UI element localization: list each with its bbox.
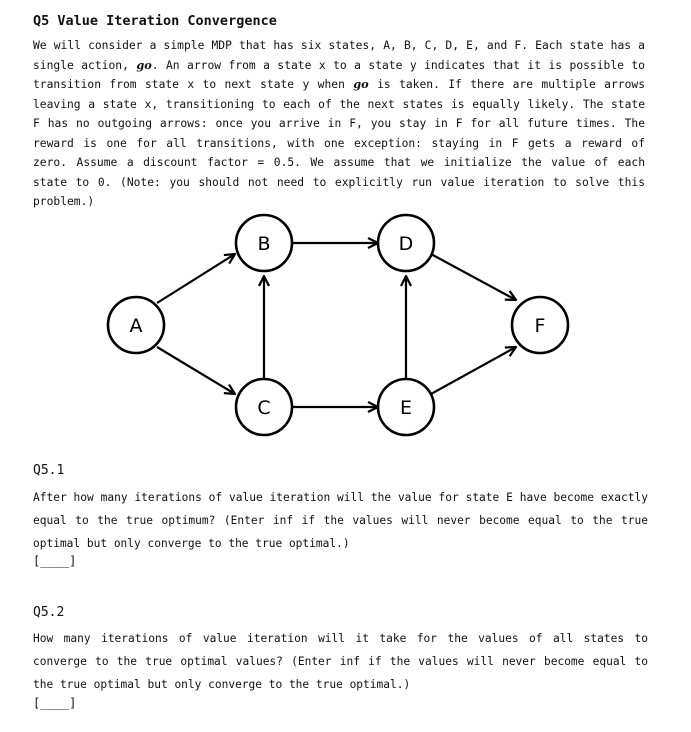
node-b (236, 215, 292, 271)
intro-part-1: We will consider a simple MDP that has six states, A, B, C, D, E, and F. Each state has a single action, (33, 39, 645, 72)
graph-nodes (108, 215, 568, 435)
node-d (378, 215, 434, 271)
question-title: Q5 Value Iteration Convergence (33, 13, 277, 29)
node-label: A (129, 315, 143, 337)
edge-d-f (431, 254, 516, 300)
node-c (236, 379, 292, 435)
q2-text: How many iterations of value iteration will it take for the values of all states to converge to the true optimal values? (Enter inf if the values will never become equal to the true optimal but only converge to the true optimal.) (33, 632, 648, 691)
node-f (512, 297, 568, 353)
graph-edges (157, 243, 516, 407)
edge-a-b (157, 254, 235, 303)
action-name-go: go (136, 57, 152, 72)
intro-part-2: . An arrow from a state x to a state y indicates that it is possible to transition from state x to next state y when (33, 58, 645, 91)
action-name-go: go (353, 77, 369, 91)
edge-e-f (431, 347, 516, 394)
q1-text: After how many iterations of value iteration will the value for state E have become exactly equal to the true optimum? (Enter inf if the values will never become equal to the true optimal but only converge to the true optimal.) (33, 491, 648, 550)
node-a (108, 297, 164, 353)
problem-description (33, 36, 645, 212)
q1-label: Q5.1 (33, 463, 65, 478)
node-label: E (399, 397, 413, 419)
q1-answer-field[interactable]: [____] (33, 554, 77, 568)
node-label: C (257, 397, 271, 419)
q2-answer-field[interactable]: [____] (33, 696, 77, 710)
intro-part-3: is taken. If there are multiple arrows leaving a state x, transitioning to each of the next states is equally likely. The state F has no outgoing arrows: once you arrive in F, you stay in F for all future times. The reward is one for all transitions, with one exception: staying in F gets a reward of zero. Assume a discount factor = 0.5. We assume that we initialize the value of each state to 0. (Note: you should not need to explicitly run value iteration to solve this problem.) (33, 78, 645, 208)
node-label: B (257, 233, 271, 255)
node-e (378, 379, 434, 435)
edge-a-c (157, 347, 235, 394)
node-label: D (398, 233, 414, 255)
node-label: F (534, 315, 546, 337)
q2-label: Q5.2 (33, 605, 65, 620)
mdp-graph (0, 200, 691, 450)
